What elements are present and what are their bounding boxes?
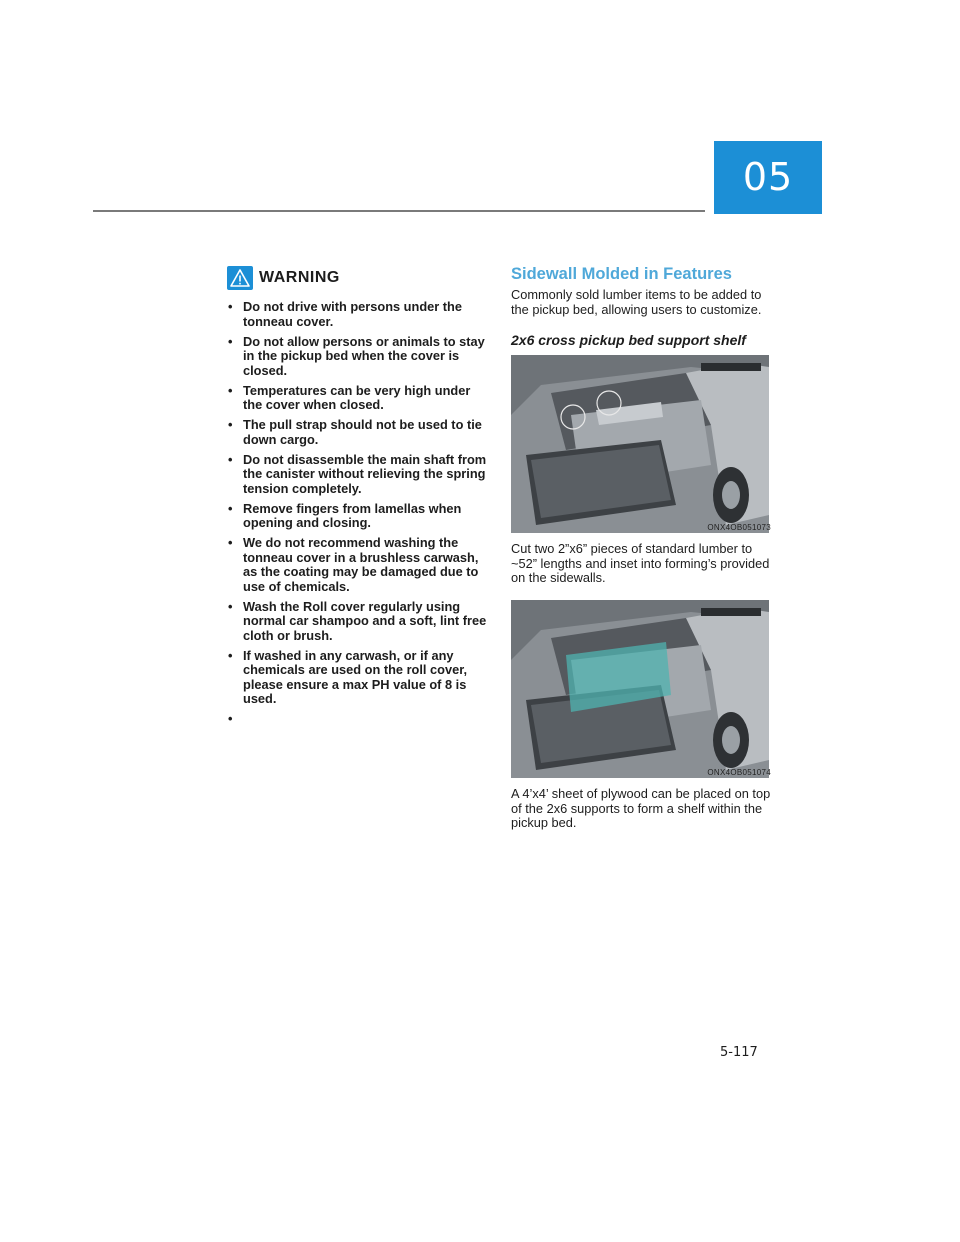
- figure-1-code: ONX4OB051073: [707, 523, 771, 533]
- warning-title: WARNING: [259, 269, 340, 286]
- figure-2-code: ONX4OB051074: [707, 767, 771, 777]
- warning-item: • We do not recommend washing the tonneau cover in a brushless carwash, as the coating may be damaged due to use of chemicals.: [227, 536, 489, 594]
- support-instructions: Cut two 2”x6” pieces of standard lumber to ~52” lengths and inset into forming’s provided on the sidewalls.: [511, 541, 770, 586]
- warning-heading: [227, 264, 489, 292]
- section-intro: Commonly sold lumber items to be added to the pickup bed, allowing users to customize.: [511, 287, 762, 317]
- page-number: 5-117: [720, 1045, 758, 1060]
- warning-item: • Remove fingers from lamellas when opening and closing.: [227, 502, 489, 531]
- warning-item: • If washed in any carwash, or if any chemicals are used on the roll cover, please ensure a max PH value of 8 is used.: [227, 649, 489, 707]
- subsection-title: 2x6 cross pickup bed support shelf: [511, 332, 746, 349]
- warning-box: [227, 264, 489, 712]
- sidewall-section: [511, 264, 771, 831]
- warning-item: • Do not disassemble the main shaft from the canister without relieving the spring tension completely.: [227, 453, 489, 497]
- warning-item: • Wash the Roll cover regularly using normal car shampoo and a soft, lint free cloth or brush.: [227, 600, 489, 644]
- warning-item: • Temperatures can be very high under the cover when closed.: [227, 384, 489, 413]
- truck-bed-figure-2: [511, 600, 769, 778]
- plywood-instructions: A 4’x4’ sheet of plywood can be placed on top of the 2x6 supports to form a shelf within the pickup bed.: [511, 785, 771, 831]
- warning-item: • Do not allow persons or animals to stay in the pickup bed when the cover is closed.: [227, 335, 489, 379]
- truck-bed-figure-1: [511, 355, 769, 533]
- warning-triangle-icon: [227, 266, 253, 290]
- chapter-tab: 05: [714, 141, 822, 214]
- warning-list: [227, 300, 489, 707]
- warning-item: • The pull strap should not be used to tie down cargo.: [227, 418, 489, 447]
- warning-item: • Do not drive with persons under the tonneau cover.: [227, 300, 489, 329]
- section-title: Sidewall Molded in Features: [511, 265, 732, 283]
- header-rule: [93, 210, 705, 212]
